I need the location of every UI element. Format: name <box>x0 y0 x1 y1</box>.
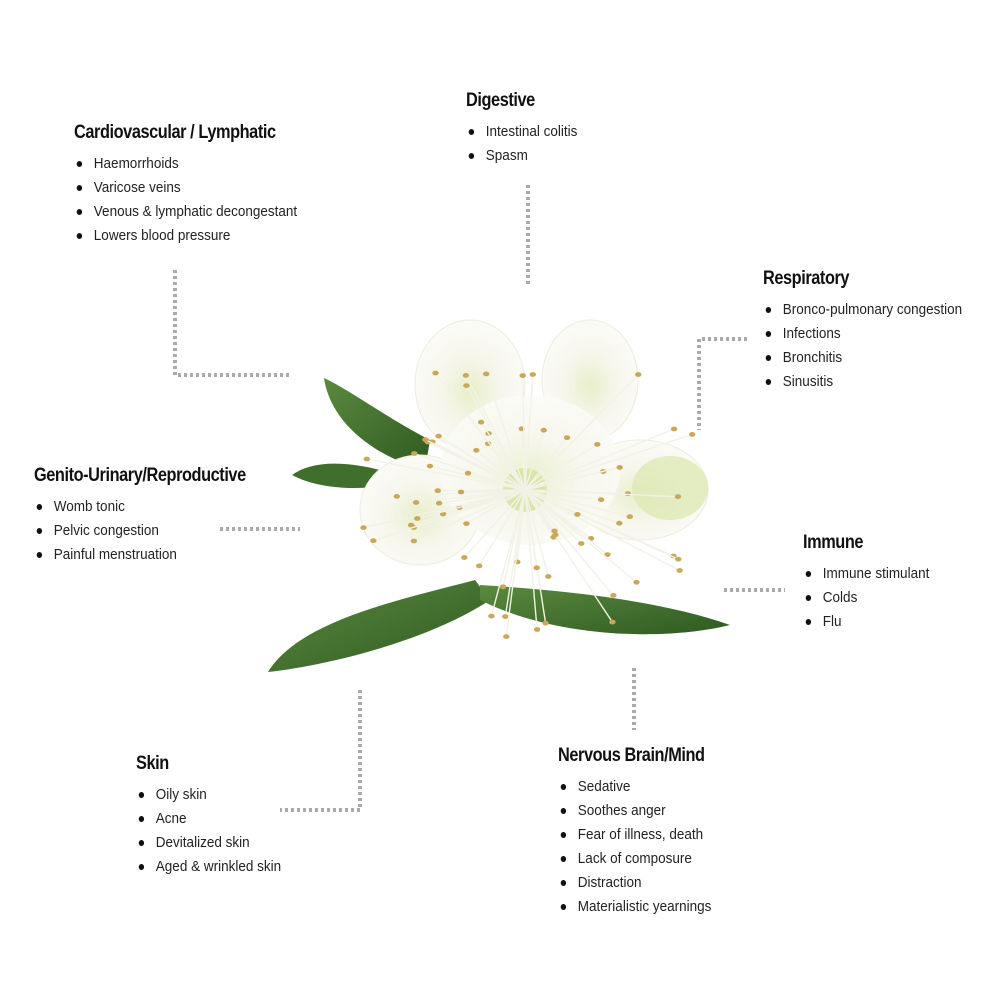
section-title: Respiratory <box>763 268 850 289</box>
list-item: Flu <box>803 610 929 634</box>
list-item: Bronco-pulmonary congestion <box>763 298 962 322</box>
section-title: Digestive <box>466 90 535 111</box>
list-item: Pelvic congestion <box>34 519 256 543</box>
section-cardio <box>74 122 322 248</box>
list-item: Acne <box>136 807 281 831</box>
section-title: Nervous Brain/Mind <box>558 745 705 766</box>
list-item: Immune stimulant <box>803 562 929 586</box>
list-item: Soothes anger <box>558 799 711 823</box>
list-item: Sinusitis <box>763 370 962 394</box>
list-item: Distraction <box>558 871 711 895</box>
section-title: Skin <box>136 753 169 774</box>
list-item: Haemorrhoids <box>74 152 297 176</box>
list-item: Devitalized skin <box>136 831 281 855</box>
section-title: Genito-Urinary/Reproductive <box>34 465 246 486</box>
list-item: Spasm <box>466 144 577 168</box>
connector-cardio <box>175 270 290 375</box>
section-title: Cardiovascular / Lymphatic <box>74 122 276 143</box>
section-title: Immune <box>803 532 864 553</box>
list-item: Materialistic yearnings <box>558 895 711 919</box>
list-item: Varicose veins <box>74 176 297 200</box>
list-item: Painful menstruation <box>34 543 256 567</box>
connector-respiratory <box>699 339 747 430</box>
section-skin <box>136 753 297 879</box>
list-item: Bronchitis <box>763 346 962 370</box>
list-item: Fear of illness, death <box>558 823 711 847</box>
section-immune <box>803 532 943 634</box>
list-item: Infections <box>763 322 962 346</box>
list-item: Sedative <box>558 775 711 799</box>
list-item: Aged & wrinkled skin <box>136 855 281 879</box>
section-digestive <box>466 90 590 168</box>
list-item: Intestinal colitis <box>466 120 577 144</box>
list-item: Oily skin <box>136 783 281 807</box>
list-item: Lack of composure <box>558 847 711 871</box>
list-item: Lowers blood pressure <box>74 224 297 248</box>
section-respiratory <box>763 268 984 394</box>
section-nervous <box>558 745 728 919</box>
section-genito <box>34 465 280 567</box>
list-item: Womb tonic <box>34 495 256 519</box>
list-item: Colds <box>803 586 929 610</box>
list-item: Venous & lymphatic decongestant <box>74 200 297 224</box>
